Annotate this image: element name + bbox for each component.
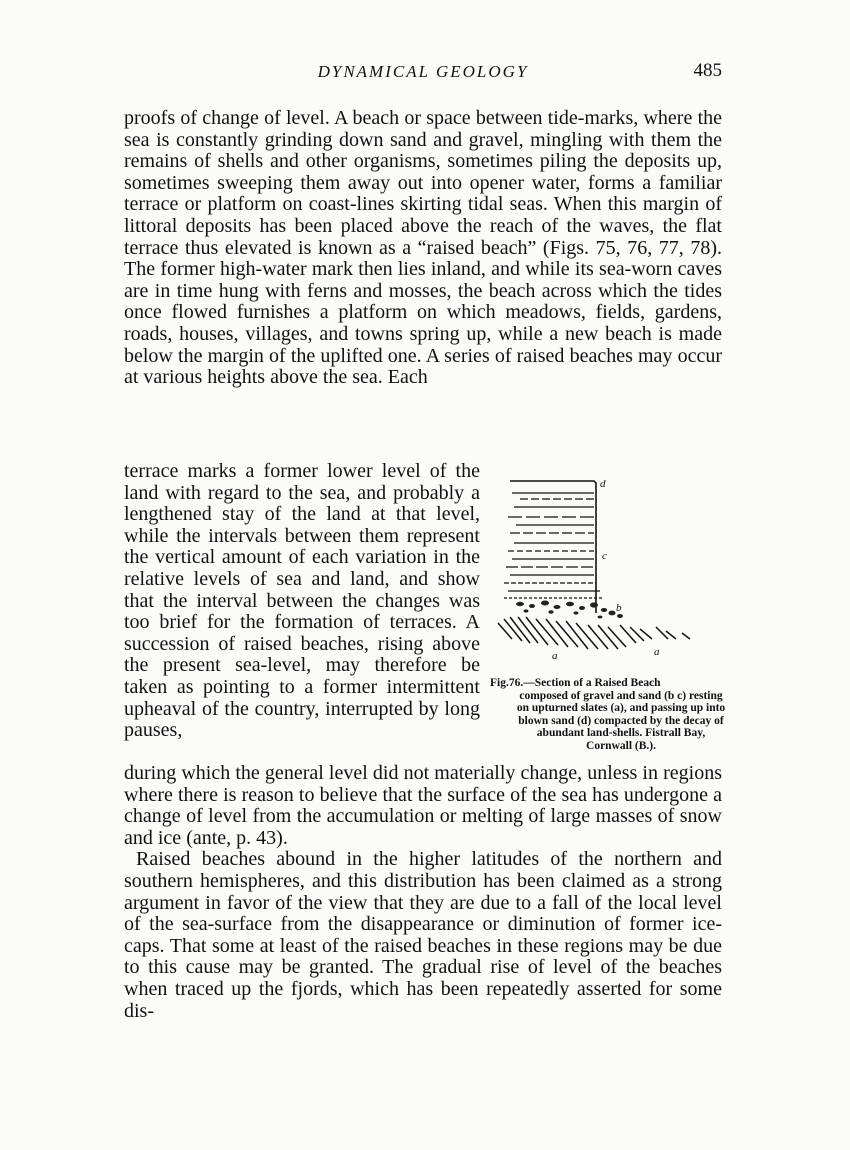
caption-title: Fig.76.—Section of a Raised Beach (490, 677, 661, 689)
caption-description: composed of gravel and sand (b c) resting on upturned slates (a), and passing up into blown sand (d) compacted by the decay of abundant land-shells. Fistrall Bay, Cornwall (B.). (516, 689, 726, 752)
body-text-top (124, 108, 722, 389)
page-header (124, 58, 722, 86)
body-text-bottom (124, 763, 722, 1022)
figure-caption (490, 677, 726, 753)
paragraph-1-end: during which the general level did not materially change, unless in regions where there is reason to believe that the surface of the sea has undergone a change of level from the accumulation or melting of large masses of snow and ice (ante, p. 43). (124, 762, 722, 849)
label-a-right: a (654, 646, 660, 658)
label-a-left: a (552, 650, 558, 662)
figure-raised-beach-section (490, 463, 726, 673)
body-text-wrapped (124, 461, 480, 742)
paragraph-1: proofs of change of level. A beach or space between tide-marks, where the sea is constantly grinding down sand and gravel, mingling with them the remains of shells and other organisms, sometimes piling the deposits up, sometimes sweeping them away out into opener water, forms a familiar terrace or platform on coast-lines skirting tidal seas. When this margin of littoral deposits has been placed above the reach of the waves, the flat terrace thus elevated is known as a “raised beach” (Figs. 75, 76, 77, 78). The former high-water mark then lies inland, and while its sea-worn caves are in time hung with ferns and mosses, the beach across which the tides once flowed furnishes a platform on which meadows, fields, gardens, roads, houses, villages, and towns spring up, while a new beach is made below the margin of the uplifted one. A series of raised beaches may occur at various heights above the sea. Each (124, 107, 722, 389)
paragraph-2: Raised beaches abound in the higher latitudes of the northern and southern hemispheres, and this distribution has been claimed as a strong argument in favor of the view that they are due to a fall of the local level of the sea-surface from the disappearance or diminution of former ice-caps. That some at least of the raised beaches in these regions may be due to this cause may be granted. The gradual rise of level of the beaches when traced up the fjords, which has been repeatedly asserted for some dis- (124, 848, 722, 1022)
section-diagram (490, 463, 726, 673)
page-number: 485 (693, 60, 722, 81)
label-d: d (600, 478, 606, 490)
running-title: DYNAMICAL GEOLOGY (317, 62, 529, 81)
label-b: b (616, 602, 622, 614)
label-c: c (602, 550, 607, 562)
paragraph-1-wrap: terrace marks a former lower level of the land with regard to the sea, and probably a lengthened stay of the land at that level, while the intervals between them represent the vertical amount of each variation in the relative levels of sea and land, and show that the interval between the changes was too brief for the formation of terraces. A succession of raised beaches, rising above the present sea-level, may therefore be taken as pointing to a former intermittent upheaval of the country, interrupted by long pauses, (124, 460, 480, 742)
